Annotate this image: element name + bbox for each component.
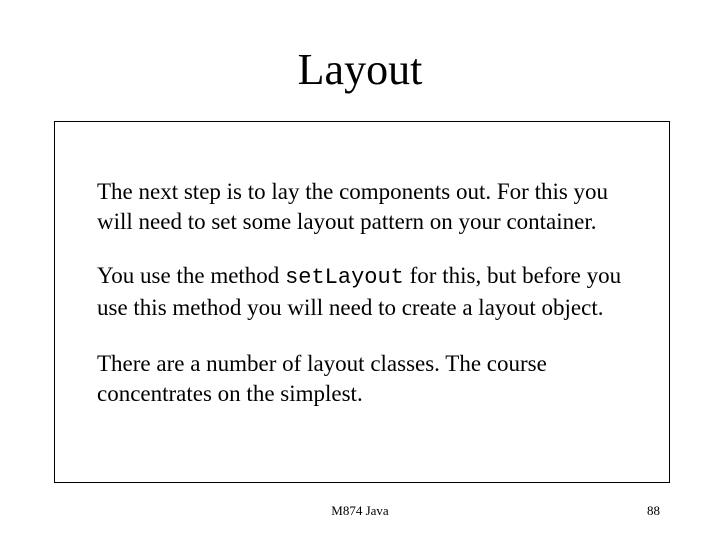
paragraph-components-line-2: will need to set some layout pattern on your container. <box>97 209 597 234</box>
page-number: 88 <box>647 503 660 518</box>
paragraph-components <box>97 177 657 237</box>
paragraph-layout-classes-line-2: concentrates on the simplest. <box>97 381 363 406</box>
paragraph-layout-classes <box>97 349 657 409</box>
slide-title: Layout <box>297 45 423 94</box>
paragraph-layout-classes-line-1: There are a number of layout classes. The course <box>97 351 547 376</box>
paragraph-components-line-1: The next step is to lay the components out. For this you <box>97 179 609 204</box>
paragraph-setlayout-line-1-start: You use the method <box>97 263 286 288</box>
footer-course-label: M874 Java <box>331 503 389 518</box>
paragraph-setlayout-line-1-end: for this, but before you <box>403 263 622 288</box>
content-box <box>54 121 670 483</box>
paragraph-setlayout-line-2: use this method you will need to create a layout object. <box>97 295 604 320</box>
setlayout-code: setLayout <box>285 265 404 290</box>
paragraph-setlayout <box>97 261 657 323</box>
